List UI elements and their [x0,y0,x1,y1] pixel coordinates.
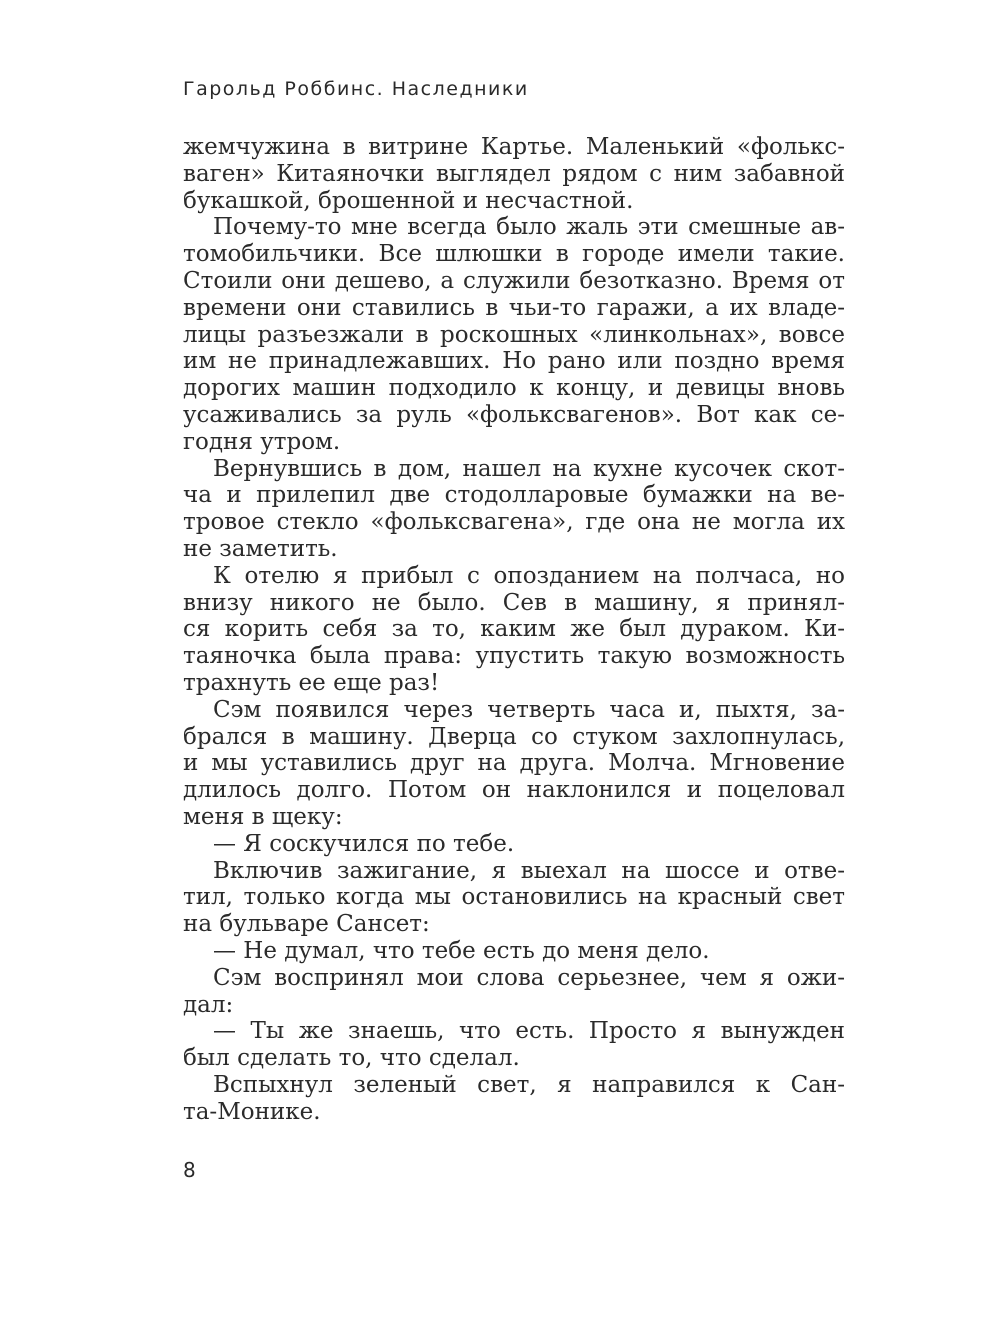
text-line: Сэм воспринял мои слова серьезнее, чем я ожи- [213,964,845,991]
text-line: Сэм появился через четверть часа и, пыхтя, за- [213,696,845,723]
text-line: жемчужина в витрине Картье. Маленький «фолькс- [183,134,845,160]
text-line: Включив зажигание, я выехал на шоссе и отве- [213,857,845,884]
text-line: Вернувшись в дом, нашел на кухне кусочек скот- [213,455,845,482]
text-line: тровое стекло «фольксвагена», где она не могла их [183,509,845,536]
text-line: томобильчики. Все шлюшки в городе имели такие. [183,241,845,268]
text-line: не заметить. [183,535,338,562]
text-line: ваген» Китаяночки выглядел рядом с ним забавной [183,160,845,187]
text-line: годня утром. [183,428,341,455]
text-line: Вспыхнул зеленый свет, я направился к Сан- [213,1071,845,1098]
text-line: усаживались за руль «фольксвагенов». Вот как се- [183,401,845,428]
dialogue-line: — Не думал, что тебе есть до меня дело. [213,937,710,964]
text-line: брался в машину. Дверца со стуком захлопнулась, [183,723,845,750]
text-line: им не принадлежавших. Но рано или поздно время [183,348,845,375]
text-line: внизу никого не было. Сев в машину, я принял- [183,589,845,616]
text-line: дал: [183,991,234,1018]
text-line: на бульваре Сансет: [183,911,430,938]
body-text [183,134,845,1125]
text-line: та-Монике. [183,1098,321,1125]
running-header: Гарольд Роббинс. Наследники [183,78,529,100]
text-line: дорогих машин подходило к концу, и девицы вновь [183,375,845,402]
text-line: таяночка была права: упустить такую возможность [183,643,845,670]
text-line: Стоили они дешево, а служили безотказно. Время от [183,267,845,294]
text-line: и мы уставились друг на друга. Молча. Мгновение [183,750,845,777]
text-line: длилось долго. Потом он наклонился и поцеловал [183,777,845,804]
text-line: ча и прилепил две стодолларовые бумажки на ве- [183,482,845,509]
text-line: был сделать то, что сделал. [183,1045,520,1072]
dialogue-line: — Ты же знаешь, что есть. Просто я вынужден [213,1018,845,1045]
text-line: Почему-то мне всегда было жаль эти смешные ав- [213,214,845,241]
text-line: букашкой, брошенной и несчастной. [183,187,634,214]
text-line: трахнуть ее еще раз! [183,669,440,696]
text-line: тил, только когда мы остановились на красный свет [183,884,845,911]
text-line: ся корить себя за то, каким же был дураком. Ки- [183,616,845,643]
dialogue-line: — Я соскучился по тебе. [213,830,515,857]
text-line: К отелю я прибыл с опозданием на полчаса, но [213,562,845,589]
page-number: 8 [183,1158,196,1182]
text-line: меня в щеку: [183,803,343,830]
text-line: лицы разъезжали в роскошных «линкольнах», вовсе [183,321,845,348]
text-line: времени они ставились в чьи-то гаражи, а их владе- [183,294,845,321]
